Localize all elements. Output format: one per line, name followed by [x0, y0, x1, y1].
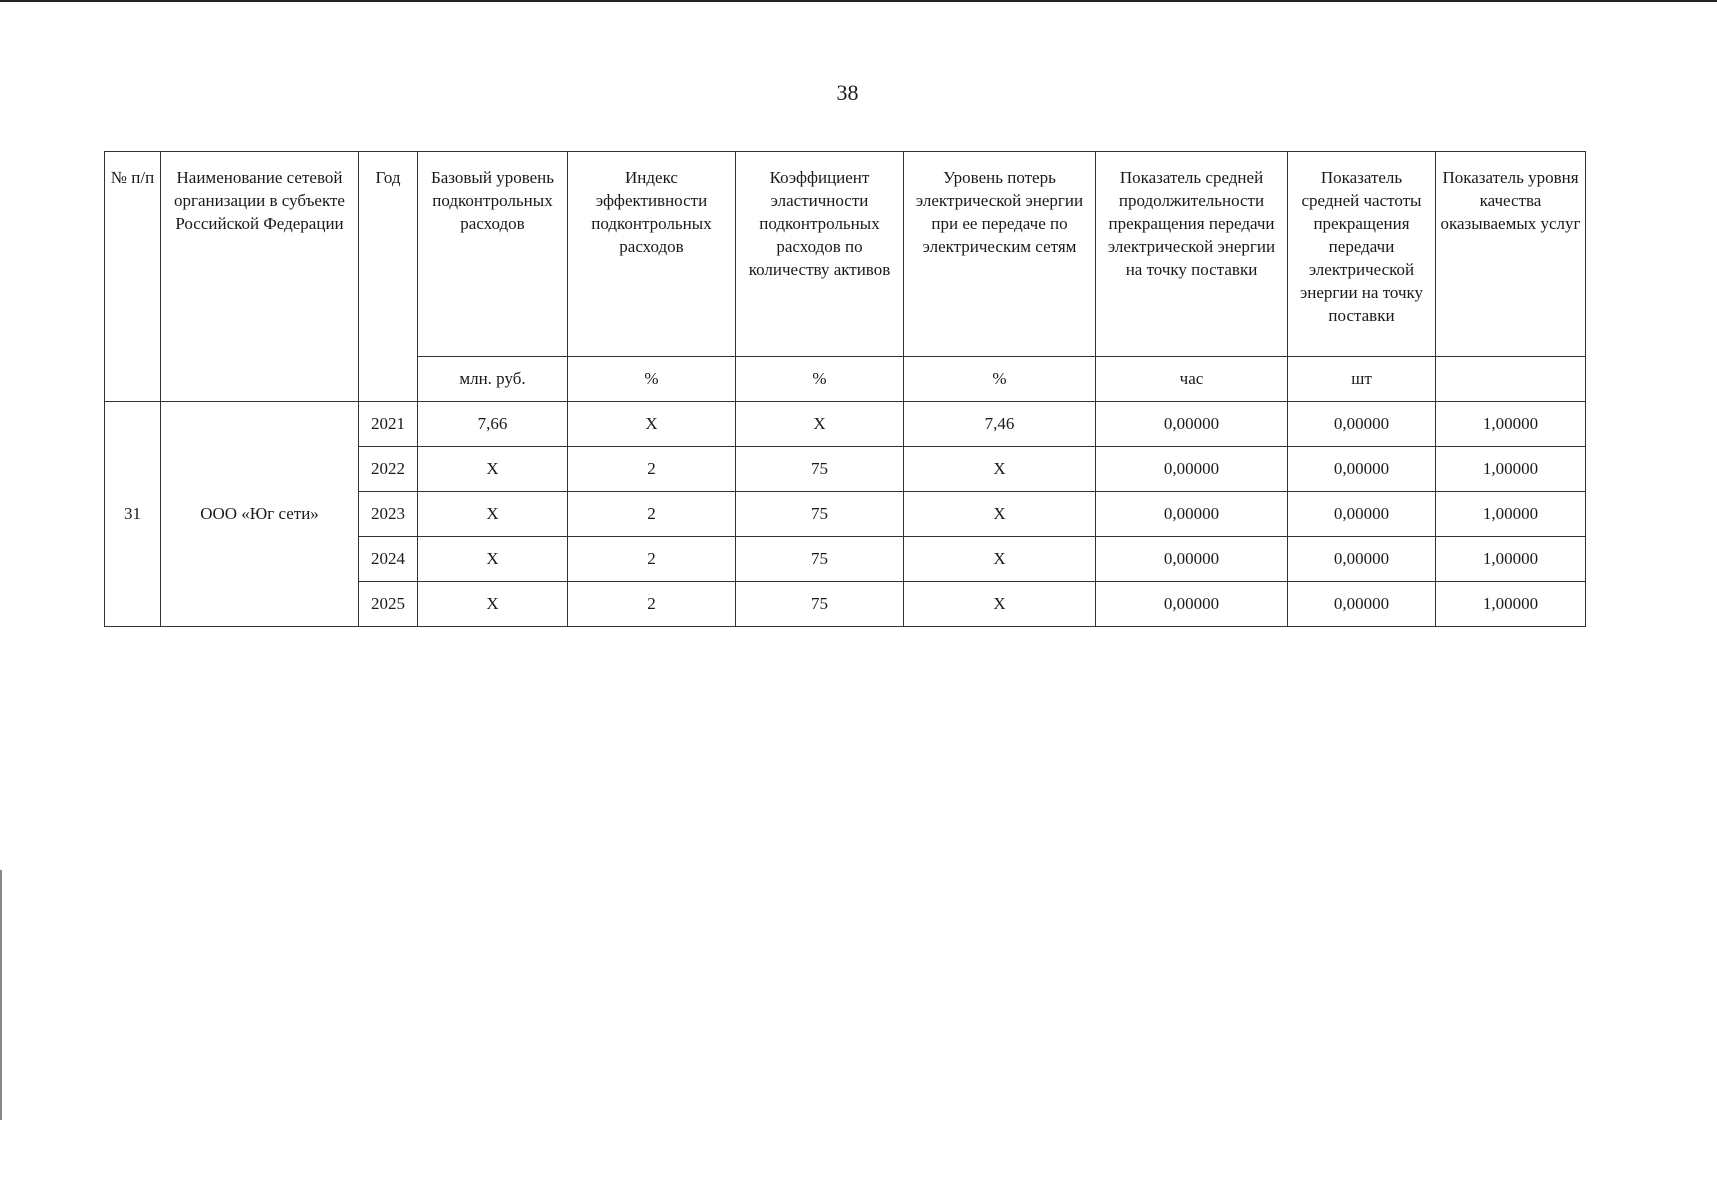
cell-freq: 0,00000 [1288, 402, 1436, 447]
header-losses: Уровень потерь электрической энергии при ее передаче по электрическим сетям [904, 152, 1096, 357]
cell-qual: 1,00000 [1436, 447, 1586, 492]
unit-freq: шт [1288, 357, 1436, 402]
cell-qual: 1,00000 [1436, 402, 1586, 447]
cell-freq: 0,00000 [1288, 582, 1436, 627]
cell-eff: 2 [568, 447, 736, 492]
cell-dur: 0,00000 [1096, 492, 1288, 537]
cell-freq: 0,00000 [1288, 492, 1436, 537]
cell-elast: 75 [736, 447, 904, 492]
cell-freq: 0,00000 [1288, 537, 1436, 582]
header-avg-frequency: Показатель средней частоты прекращения передачи электрической энергии на точку поставки [1288, 152, 1436, 357]
scan-left-border [0, 870, 2, 1120]
cell-base: X [418, 447, 568, 492]
header-org-name: Наименование сетевой организации в субъекте Российской Федерации [161, 152, 359, 402]
cell-dur: 0,00000 [1096, 582, 1288, 627]
cell-elast: X [736, 402, 904, 447]
cell-qual: 1,00000 [1436, 582, 1586, 627]
cell-elast: 75 [736, 582, 904, 627]
cell-base: 7,66 [418, 402, 568, 447]
header-avg-duration: Показатель средней продолжительности прекращения передачи электрической энергии на точку поставки [1096, 152, 1288, 357]
cell-qual: 1,00000 [1436, 492, 1586, 537]
unit-elast: % [736, 357, 904, 402]
org-number: 31 [105, 402, 161, 627]
cell-elast: 75 [736, 537, 904, 582]
unit-loss: % [904, 357, 1096, 402]
cell-year: 2023 [359, 492, 418, 537]
header-base-level: Базовый уровень подконтрольных расходов [418, 152, 568, 357]
cell-dur: 0,00000 [1096, 537, 1288, 582]
header-year: Год [359, 152, 418, 402]
cell-eff: 2 [568, 582, 736, 627]
cell-year: 2022 [359, 447, 418, 492]
cell-base: X [418, 492, 568, 537]
unit-base: млн. руб. [418, 357, 568, 402]
cell-year: 2024 [359, 537, 418, 582]
header-num: № п/п [105, 152, 161, 402]
cell-base: X [418, 537, 568, 582]
cell-dur: 0,00000 [1096, 402, 1288, 447]
header-efficiency-index: Индекс эффективности подконтрольных расходов [568, 152, 736, 357]
org-name: ООО «Юг сети» [161, 402, 359, 627]
cell-loss: X [904, 492, 1096, 537]
indicators-table [104, 151, 1586, 627]
cell-loss: 7,46 [904, 402, 1096, 447]
cell-dur: 0,00000 [1096, 447, 1288, 492]
cell-base: X [418, 582, 568, 627]
cell-loss: X [904, 537, 1096, 582]
unit-dur: час [1096, 357, 1288, 402]
header-quality: Показатель уровня качества оказываемых услуг [1436, 152, 1586, 357]
header-row [105, 152, 1586, 357]
cell-eff: 2 [568, 537, 736, 582]
unit-eff: % [568, 357, 736, 402]
unit-qual [1436, 357, 1586, 402]
cell-loss: X [904, 447, 1096, 492]
table-row [105, 402, 1586, 447]
page-number: 38 [836, 80, 859, 105]
cell-year: 2025 [359, 582, 418, 627]
cell-eff: X [568, 402, 736, 447]
cell-eff: 2 [568, 492, 736, 537]
header-elasticity: Коэффициент эластичности подконтрольных расходов по количеству активов [736, 152, 904, 357]
scan-top-border [0, 0, 1717, 2]
cell-qual: 1,00000 [1436, 537, 1586, 582]
cell-elast: 75 [736, 492, 904, 537]
cell-year: 2021 [359, 402, 418, 447]
cell-freq: 0,00000 [1288, 447, 1436, 492]
cell-loss: X [904, 582, 1096, 627]
